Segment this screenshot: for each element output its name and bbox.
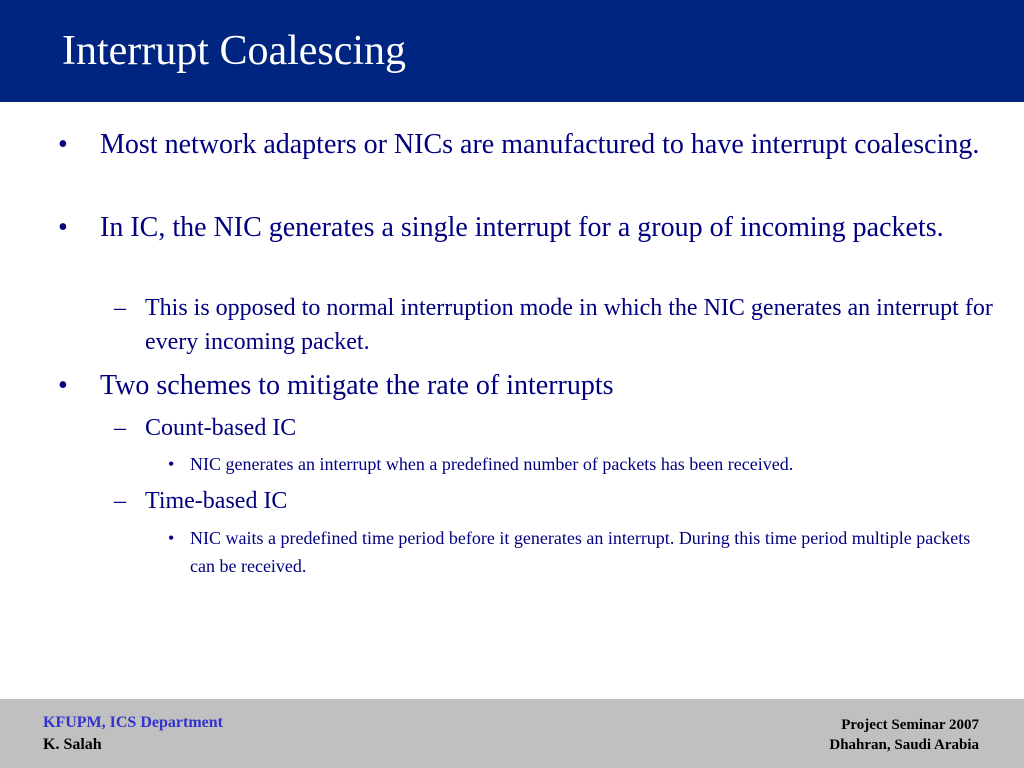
bullet-item	[58, 126, 980, 164]
bullet-text: In IC, the NIC generates a single interrupt for a group of incoming packets.	[100, 212, 944, 243]
dash-marker: –	[114, 488, 126, 514]
bullet-marker: •	[58, 212, 68, 243]
footer-org: KFUPM, ICS Department	[43, 714, 223, 731]
sub-sub-bullet-text: NIC generates an interrupt when a predefined number of packets has been received.	[190, 454, 794, 474]
sub-bullet-item	[114, 411, 995, 445]
sub-bullet-item	[114, 484, 995, 518]
bullet-marker: •	[168, 528, 175, 548]
sub-sub-bullet-item	[168, 450, 990, 478]
bullet-text: Most network adapters or NICs are manufactured to have interrupt coalescing.	[100, 129, 980, 160]
bullet-item	[58, 367, 980, 405]
footer-location: Dhahran, Saudi Arabia	[829, 737, 979, 753]
bullet-marker: •	[58, 129, 68, 160]
slide-title: Interrupt Coalescing	[62, 28, 407, 74]
sub-sub-bullet-text: NIC waits a predefined time period before it generates an interrupt. During this time period multiple packets can be received.	[190, 528, 971, 576]
footer-right	[829, 715, 979, 755]
bullet-marker: •	[58, 370, 68, 401]
title-bar	[0, 0, 1024, 102]
footer-author: K. Salah	[43, 736, 102, 753]
bullet-marker: •	[168, 454, 175, 474]
dash-marker: –	[114, 415, 126, 441]
sub-bullet-text: This is opposed to normal interruption mode in which the NIC generates an interrupt for every incoming packet.	[145, 295, 993, 355]
footer-event: Project Seminar 2007	[841, 717, 979, 733]
footer-left	[43, 712, 223, 756]
footer-bar	[0, 699, 1024, 768]
sub-bullet-text: Count-based IC	[145, 415, 297, 441]
sub-sub-bullet-item	[168, 524, 990, 580]
bullet-item	[58, 209, 980, 247]
sub-bullet-text: Time-based IC	[145, 488, 288, 514]
dash-marker: –	[114, 295, 126, 321]
sub-bullet-item	[114, 291, 995, 359]
bullet-text: Two schemes to mitigate the rate of interrupts	[100, 370, 614, 401]
